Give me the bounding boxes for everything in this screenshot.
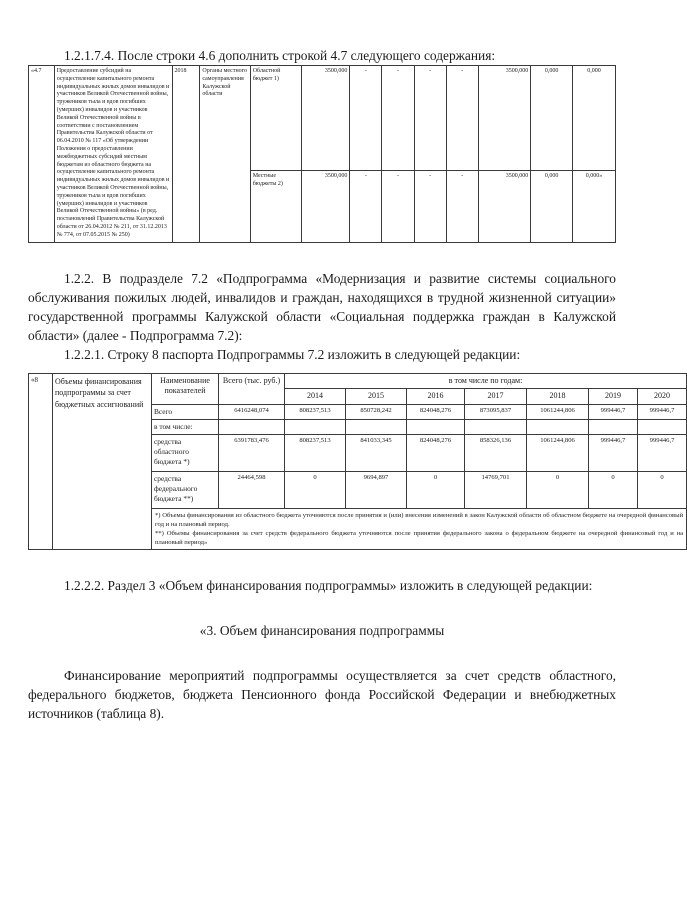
paragraph-1-2-2-1: 1.2.2.1. Строку 8 паспорта Подпрограммы 7.2 изложить в следующей редакции: (64, 346, 521, 362)
cell-federal-2020: 0 (638, 471, 687, 508)
cell-regional-2015: 841033,345 (346, 434, 407, 471)
cell-including-2019 (589, 419, 638, 434)
cell-including-2020 (638, 419, 687, 434)
cell-regional-2019: 999446,7 (589, 434, 638, 471)
cell-federal-2017: 14769,701 (465, 471, 527, 508)
cell-v7-1: 0,000 (573, 66, 616, 171)
cell-indicator-including: в том числе: (152, 419, 219, 434)
col-header-total: Всего (тыс. руб.) (219, 373, 285, 404)
section-title: «3. Объем финансирования подпрограммы (199, 623, 445, 639)
cell-federal-2018: 0 (527, 471, 589, 508)
col-header-indicator: Наименование показателей (152, 373, 219, 404)
cell-v6-2: 0,000 (531, 171, 573, 243)
cell-source-1: Областной бюджет 1) (250, 66, 301, 171)
table-footnotes (152, 508, 687, 549)
cell-federal-2015: 9694,897 (346, 471, 407, 508)
cell-total-2019: 999446,7 (589, 404, 638, 419)
table-passport-row-8 (28, 373, 687, 550)
cell-including-2018 (527, 419, 589, 434)
cell-total-2017: 873095,837 (465, 404, 527, 419)
cell-regional-2018: 1061244,806 (527, 434, 589, 471)
cell-row-number: «4.7 (29, 66, 55, 243)
cell-v4-1: - (446, 66, 478, 171)
cell-federal-2016: 0 (407, 471, 465, 508)
cell-including-2016 (407, 419, 465, 434)
cell-passport-row-label: Объемы финансирования подпрограммы за счет бюджетных ассигнований (53, 373, 152, 549)
cell-indicator-total: Всего (152, 404, 219, 419)
cell-v7-2: 0,000» (573, 171, 616, 243)
col-header-year-2014: 2014 (285, 389, 346, 405)
table-header-row (29, 373, 687, 389)
col-header-year-2019: 2019 (589, 389, 638, 405)
cell-total-1: 3500,000 (302, 66, 350, 171)
cell-total-2015: 850728,242 (346, 404, 407, 419)
cell-v2-2: - (382, 171, 414, 243)
cell-regional-2020: 999446,7 (638, 434, 687, 471)
cell-v2-1: - (382, 66, 414, 171)
cell-executor: Органы местного самоуправления Калужской области (200, 66, 250, 243)
cell-regional-2017: 858326,136 (465, 434, 527, 471)
col-header-year-2017: 2017 (465, 389, 527, 405)
table-row (29, 66, 616, 171)
cell-v6-1: 0,000 (531, 66, 573, 171)
cell-v5-1: 3500,000 (478, 66, 530, 171)
cell-regional-2014: 808237,513 (285, 434, 346, 471)
cell-including-2014 (285, 419, 346, 434)
cell-including-total (219, 419, 285, 434)
cell-federal-2014: 0 (285, 471, 346, 508)
cell-passport-row-number: «8 (29, 373, 53, 549)
footnote-federal: **) Объемы финансирования за счет средств федерального бюджета уточняются после принятия федерального закона о федеральном бюджете на очередной финансовый год и на плановый период» (155, 529, 684, 547)
cell-total-2018: 1061244,806 (527, 404, 589, 419)
col-header-year-2015: 2015 (346, 389, 407, 405)
paragraph-1-2-2-2: 1.2.2.2. Раздел 3 «Объем финансирования подпрограммы» изложить в следующей редакции: (64, 578, 593, 594)
page-content (28, 46, 684, 723)
col-header-group-years: в том числе по годам: (285, 373, 687, 389)
cell-total-2: 3500,000 (302, 171, 350, 243)
cell-v1-1: - (350, 66, 382, 171)
col-header-year-2016: 2016 (407, 389, 465, 405)
col-header-year-2020: 2020 (638, 389, 687, 405)
cell-federal-2019: 0 (589, 471, 638, 508)
paragraph-1-2-2: 1.2.2. В подразделе 7.2 «Подпрограмма «Модернизация и развитие системы социального обслуживания пожилых людей, инвалидов и граждан, находящихся в трудной жизненной ситуации» государственной программы Калужской области «Социальная поддержка граждан в Калужской области» (далее - Подпрограмма 7.2): (28, 270, 616, 343)
table-row-4-7 (28, 65, 616, 243)
cell-v3-1: - (414, 66, 446, 171)
cell-regional-2016: 824048,276 (407, 434, 465, 471)
cell-v1-2: - (350, 171, 382, 243)
cell-v4-2: - (446, 171, 478, 243)
cell-federal-total: 24464,598 (219, 471, 285, 508)
cell-total-total: 6416248,074 (219, 404, 285, 419)
cell-description: Предоставление субсидий на осуществление капитального ремонта индивидуальных жилых домов инвалидов и участников Великой Отечественной войны, тружеников тыла и вдов погибших (умерших) инвалидов и участников Великой Отечественной войны в соответствии с постановлением Правительства Калужской области от 06.04.2010 № 117 «Об утверждении Положения о предоставлении межбюджетных субсидий местным бюджетам из областного бюджета на осуществление капитального ремонта индивидуальных жилых домов инвалидов и участников Великой Отечественной войны, тружеников тыла и вдов погибших (умерших) инвалидов и участников Великой Отечественной войны» (в ред. постановлений Правительства Калужской области от 26.04.2012 № 211, от 31.12.2013 № 774, от 07.05.2015 № 250) (54, 66, 172, 243)
cell-total-2020: 999446,7 (638, 404, 687, 419)
cell-source-2: Местные бюджеты 2) (250, 171, 301, 243)
cell-indicator-regional: средства областного бюджета *) (152, 434, 219, 471)
closing-paragraph: Финансирование мероприятий подпрограммы осуществляется за счет средств областного, федерального бюджетов, бюджета Пенсионного фонда Российской Федерации и внебюджетных источников (таблица 8). (28, 668, 616, 722)
cell-v5-2: 3500,000 (478, 171, 530, 243)
cell-year: 2018 (172, 66, 200, 243)
footnote-regional: *) Объемы финансирования из областного бюджета уточняются после принятия и (или) внесения изменений в закон Калужской области об областном бюджете на очередной финансовый год и на плановый период. (155, 511, 684, 528)
cell-total-2014: 808237,513 (285, 404, 346, 419)
heading-1-2-1-7-4: 1.2.1.7.4. После строки 4.6 дополнить строкой 4.7 следующего содержания: (64, 48, 496, 63)
col-header-year-2018: 2018 (527, 389, 589, 405)
cell-indicator-federal: средства федерального бюджета **) (152, 471, 219, 508)
cell-regional-total: 6391783,476 (219, 434, 285, 471)
cell-v3-2: - (414, 171, 446, 243)
cell-including-2017 (465, 419, 527, 434)
cell-including-2015 (346, 419, 407, 434)
cell-total-2016: 824048,276 (407, 404, 465, 419)
